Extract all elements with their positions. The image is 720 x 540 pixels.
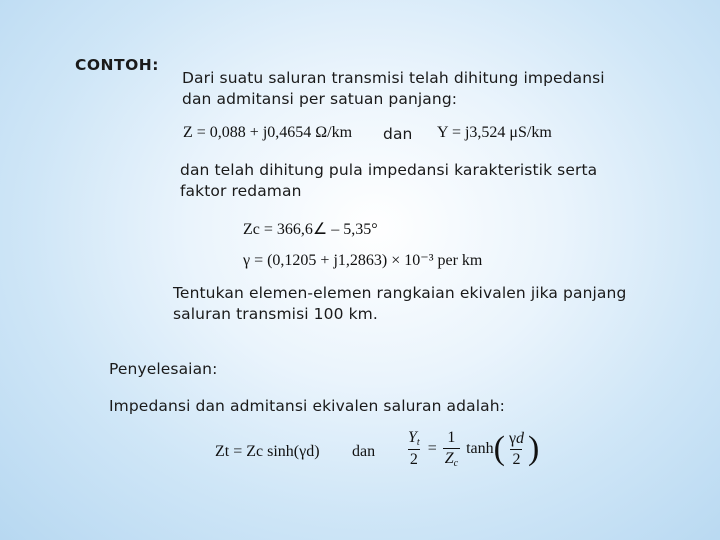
admittance-equation-text: Y = j3,524 μS/km <box>437 124 552 141</box>
paragraph-2-line-1: dan telah dihitung pula impedansi karakteristik serta <box>180 161 598 179</box>
paragraph-2-line-2: faktor redaman <box>180 182 302 200</box>
propagation-constant-text: γ = (0,1205 + j1,2863) × 10⁻³ per km <box>243 252 483 269</box>
one-over-zc-fraction: $\frac{1}{Z_c}$ <box>444 429 459 469</box>
intro-line-2: dan admitansi per satuan panjang: <box>182 90 458 108</box>
equivalent-admittance-equation: $\frac{Y_t}{2}$ = $\frac{1}{Z_c}$ tanh( $\frac{\gamma d}{2}$ ) <box>408 429 540 469</box>
paragraph-2 <box>180 160 597 202</box>
final-and-label: dan <box>352 443 376 460</box>
equivalent-impedance-text: Zt = Zc sinh(γd) <box>215 443 320 460</box>
task-line-1: Tentukan elemen-elemen rangkaian ekivalen jika panjang <box>173 284 627 302</box>
impedance-equation-text: Z = 0,088 + j0,4654 Ω/km <box>183 124 353 141</box>
propagation-constant-equation <box>243 250 482 270</box>
example-heading: CONTOH: <box>75 56 159 74</box>
intro-paragraph <box>182 68 605 110</box>
solution-text: Impedansi dan admitansi ekivalen saluran adalah: <box>109 397 505 415</box>
solution-heading: Penyelesaian: <box>109 360 218 378</box>
equivalent-impedance-equation <box>215 443 320 461</box>
yt-over-2-fraction: $\frac{Y_t}{2}$ <box>408 429 420 468</box>
admittance-equation <box>437 124 552 142</box>
task-paragraph <box>173 283 626 325</box>
impedance-equation <box>183 124 352 142</box>
characteristic-impedance-equation <box>243 219 378 239</box>
gamma-d-over-2-fraction: $\frac{\gamma d}{2}$ <box>508 429 525 468</box>
intro-line-1: Dari suatu saluran transmisi telah dihitung impedansi <box>182 69 605 87</box>
characteristic-impedance-text: Zc = 366,6∠ – 5,35° <box>243 221 378 238</box>
given-and-label: dan <box>383 125 413 143</box>
task-line-2: saluran transmisi 100 km. <box>173 305 378 323</box>
